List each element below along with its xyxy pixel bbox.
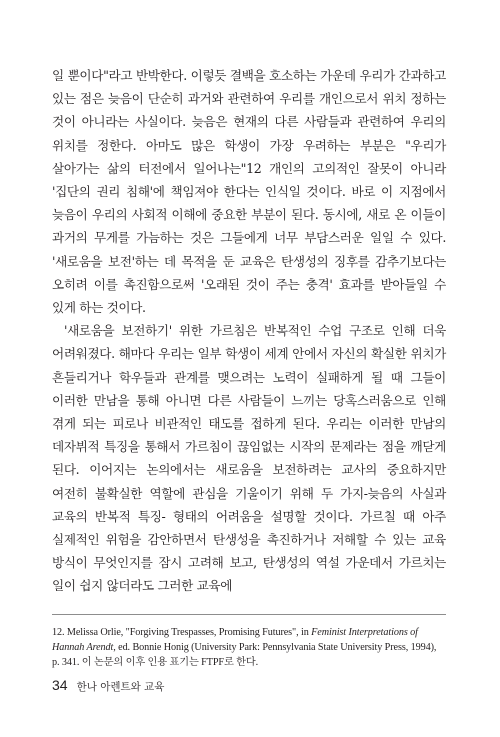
page-number: 34 <box>52 677 68 693</box>
footnote-divider <box>52 614 446 615</box>
body-paragraph-2: '새로움을 보전하기' 위한 가르침은 반복적인 수업 구조로 인해 더욱 어려워졌다. 해마다 우리는 일부 학생이 세계 안에서 자신의 확실한 위치가 흔들리거나 학우들과 관계를 맺으려는 노력이 실패하게 될 때 그들이 이러한 만남을 통해 아니면 다른 사람들이 느끼는 당혹스러움으로 인해 겪게 되는 피로나 비관적인 태도를 접하게 된다. 우리는 이러한 만남의 데자뷔적 특징을 통해서 가르침이 끊임없는 시작의 문제라는 점을 깨닫게 된다. 이어지는 논의에서는 새로움을 보전하려는 교사의 중요하지만 여전히 불확실한 역할에 관심을 기울이기 위해 두 가지-늦음의 사실과 교육의 반복적 특징- 형태의 어려움을 설명할 것이다. 가르칠 때 아주 실제적인 위험을 감안하면서 탄생성을 촉진하거나 저해할 수 있는 교육 방식이 무엇인지를 잠시 고려해 보고, 탄생성의 역설 가운데서 가르치는 일이 쉽지 않더라도 그러한 교육에 <box>52 323 446 594</box>
page-footer <box>52 677 164 694</box>
body-paragraph-1: 일 뿐이다"라고 반박한다. 이렇듯 결백을 호소하는 가운데 우리가 간과하고 있는 점은 늦음이 단순히 과거와 관련하여 우리를 개인으로서 위치 정하는 것이 아니라는 사실이다. 늦음은 현재의 다른 사람들과 관련하여 우리의 위치를 정한다. 아마도 많은 학생이 가장 우려하는 부분은 "우리가 살아가는 삶의 터전에서 일어나는"12 개인의 고의적인 잘못이 아니라 '집단의 권리 침해'에 책임져야 한다는 인식일 것이다. 바로 이 지점에서 늦음이 우리의 사회적 이해에 중요한 부분이 된다. 동시에, 새로 온 이들이 과거의 무게를 가늠하는 것은 그들에게 너무 부담스러운 일일 수 있다. '새로움을 보전'하는 데 목적을 둔 교육은 탄생성의 징후를 감추기보다는 오히려 이를 촉진함으로써 '오래된 것이 주는 충격' 효과를 받아들일 수 있게 하는 것이다. <box>52 68 446 316</box>
footnote-12 <box>52 625 446 671</box>
footnote-book-title: Feminist Interpretations of Hannah Arendt <box>52 626 418 653</box>
running-title: 한나 아렌트와 교육 <box>76 681 165 693</box>
footnote-text-start: 12. Melissa Orlie, "Forgiving Trespasses, Promising Futures", in <box>52 626 312 638</box>
page-body <box>52 64 446 670</box>
footnote-text-end: , ed. Bonnie Honig (University Park: Pennsylvania State University Press, 1994), p. 341. 이 논문의 이후 인용 표기는 FTPF로 한다. <box>52 641 437 669</box>
